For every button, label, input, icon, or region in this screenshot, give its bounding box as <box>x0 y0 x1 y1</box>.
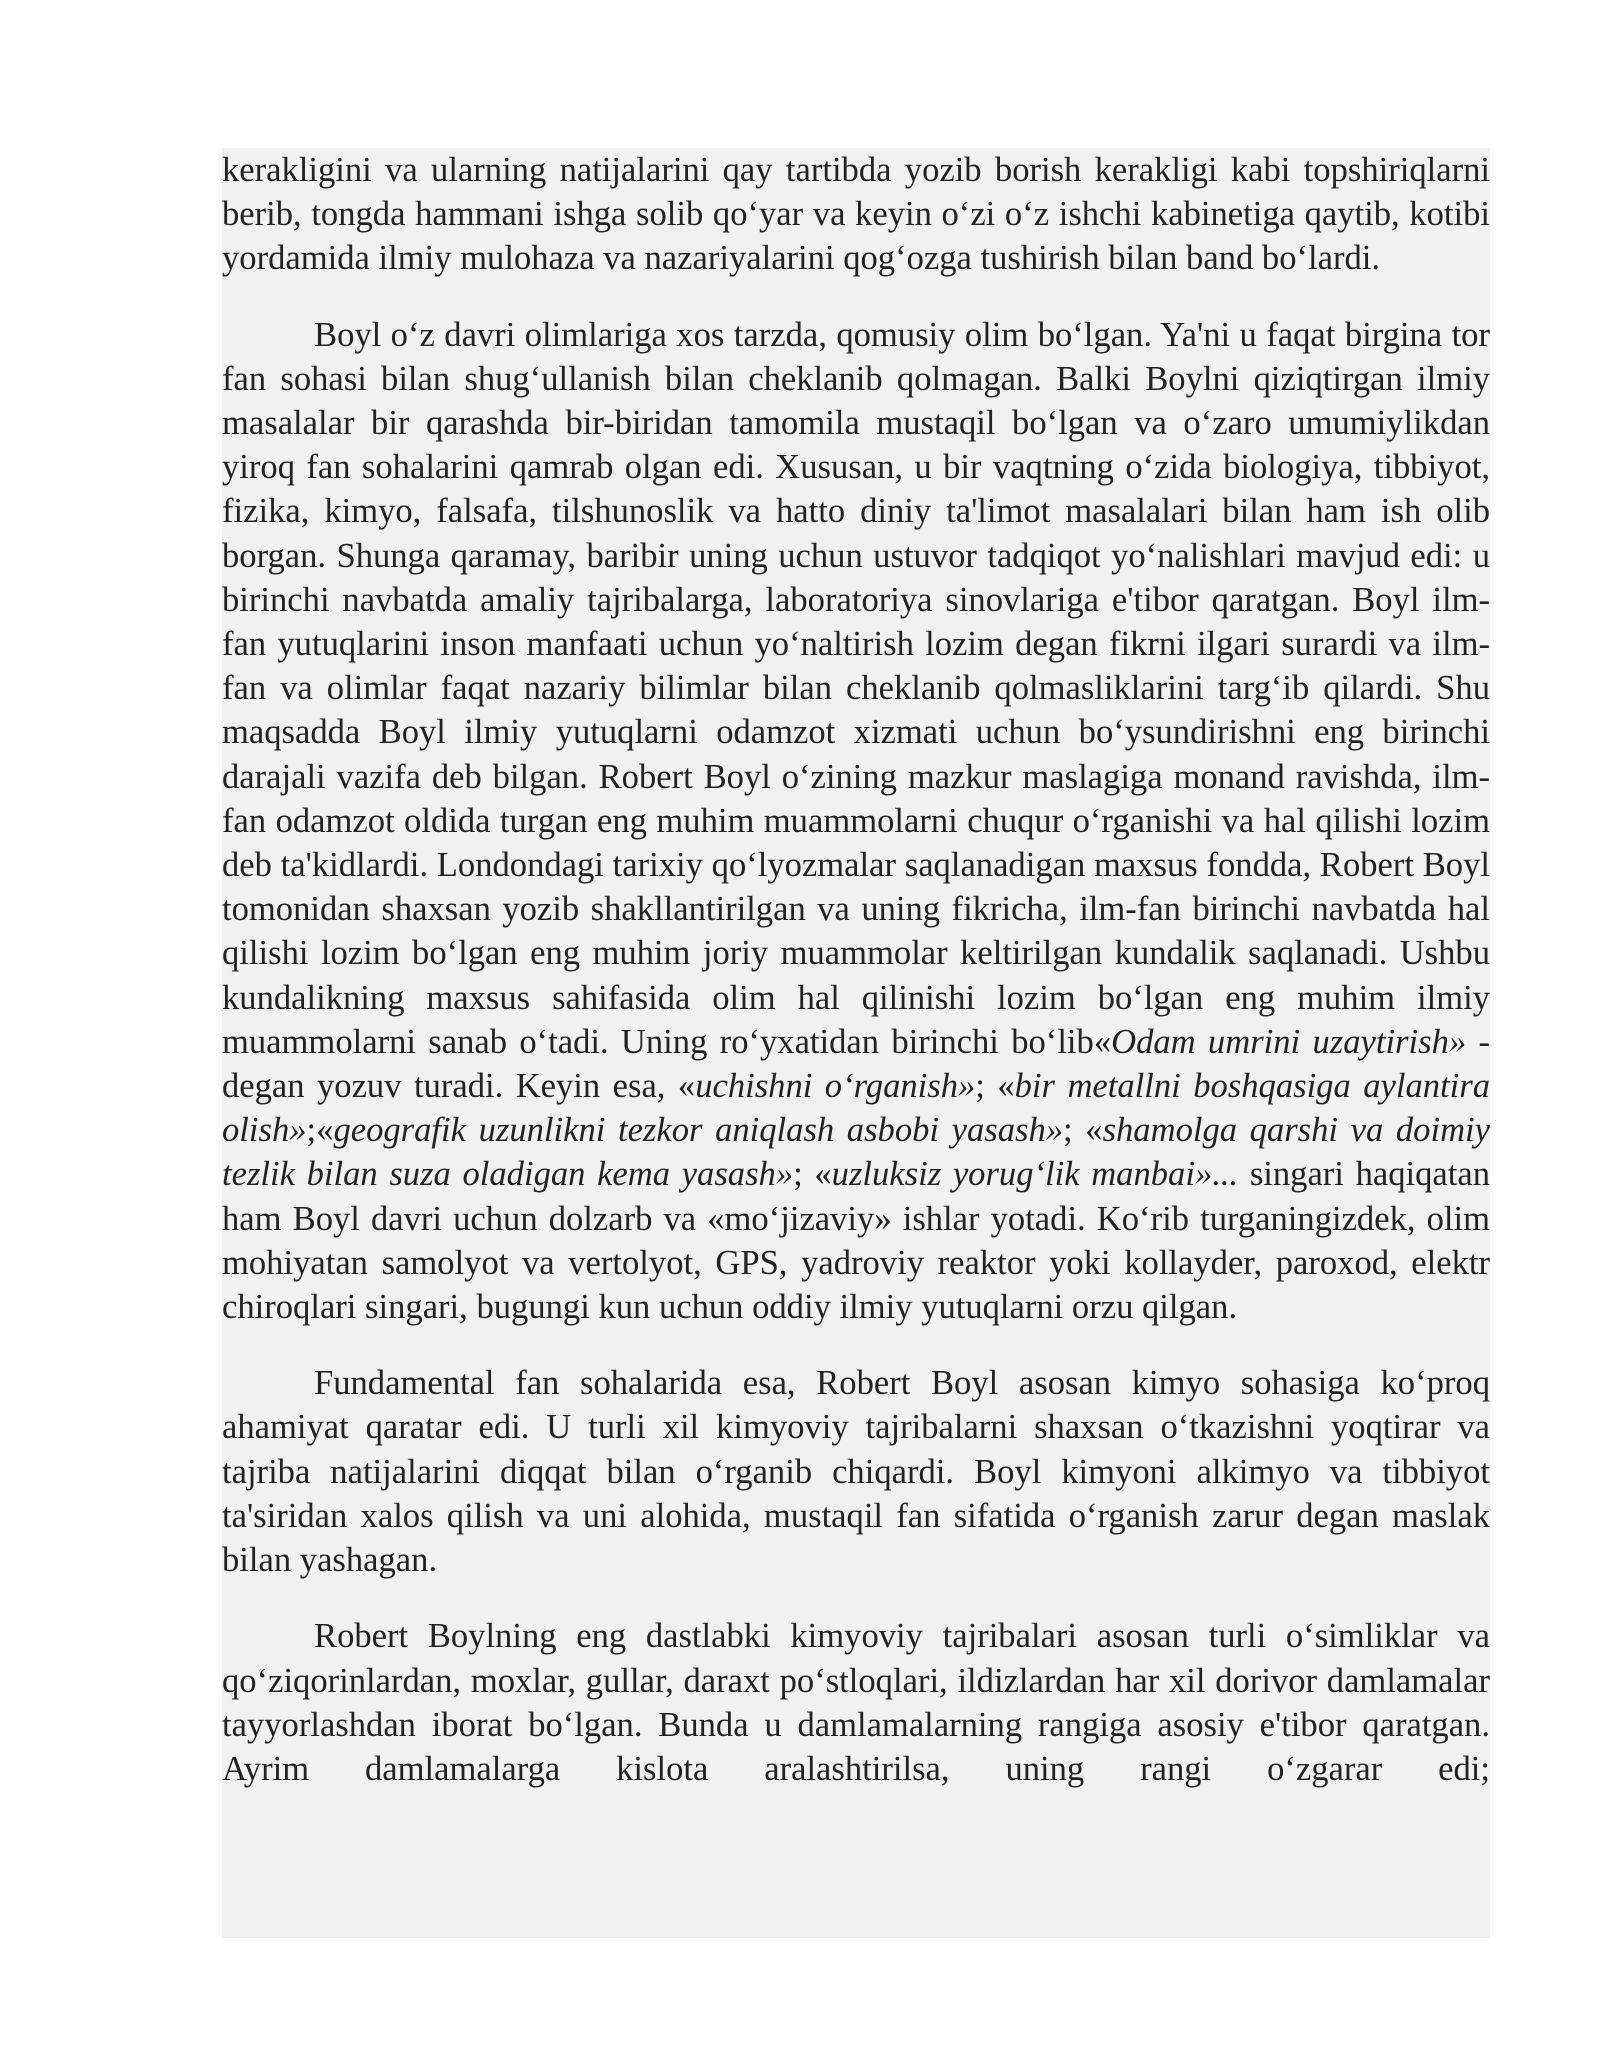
paragraph-2-italic-2: uchishni o‘rganish» <box>695 1067 976 1106</box>
paragraph-2-italic-4: geografik uzunlikni tezkor aniqlash asbobi yasash» <box>333 1111 1064 1150</box>
paragraph-2-italic-5: shamolga qarshi va doimiy tezlik bilan suza oladigan kema yasash» <box>222 1111 1490 1194</box>
paragraph-2-text-4: ;« <box>306 1111 334 1150</box>
paragraph-2-italic-3: bir metallni boshqasiga aylantira olish» <box>222 1067 1490 1150</box>
paragraph-2-italic-1: Odam umrini uzaytirish» <box>1111 1022 1467 1061</box>
document-body <box>222 148 1490 1791</box>
paragraph-2-text-2: - degan yozuv turadi. Keyin esa, « <box>222 1022 1490 1106</box>
paragraph-1: kerakligini va ularning natijalarini qay tartibda yozib borish kerakligi kabi topshiriqlarni berib, tongda hammani ishga solib qo‘yar va keyin o‘zi o‘z ishchi kabinetiga qaytib, kotibi yordamida ilmiy mulohaza va nazariyalarini qog‘ozga tushirish bilan band bo‘lardi. <box>222 151 1490 278</box>
paragraph-2-text-3: ; « <box>975 1067 1015 1106</box>
paragraph-2 <box>222 313 1490 1330</box>
paragraph-2-text-1: Boyl o‘z davri olimlariga xos tarzda, qomusiy olim bo‘lgan. Ya'ni u faqat birgina tor fan sohasi bilan shug‘ullanish bilan cheklanib qolmagan. Balki Boylni qiziqtirgan ilmiy masalalar bir qarashda bir-biridan tamomila mustaqil bo‘lgan va o‘zaro umumiylikdan yiroq fan sohalarini qamrab olgan edi. Xususan, u bir vaqtning o‘zida biologiya, tibbiyot, fizika, kimyo, falsafa, tilshunoslik va hatto diniy ta'limot masalalari bilan ham ish olib borgan. Shunga qaramay, baribir uning uchun ustuvor tadqiqot yo‘nalishlari mavjud edi: u birinchi navbatda amaliy tajribalarga, laboratoriya sinovlariga e'tibor qaratgan. Boyl ilm-fan yutuqlarini inson manfaati uchun yo‘naltirish lozim degan fikrni ilgari surardi va ilm-fan va olimlar faqat nazariy bilimlar bilan cheklanib qolmasliklarini targ‘ib qilardi. Shu maqsadda Boyl ilmiy yutuqlarni odamzot xizmati uchun bo‘ysundirishni eng birinchi darajali vazifa deb bilgan. Robert Boyl o‘zining mazkur maslagiga monand ravishda, ilm-fan odamzot oldida turgan eng muhim muammolarni chuqur o‘rganishi va hal qilishi lozim deb ta'kidlardi. Londondagi tarixiy qo‘lyozmalar saqlanadigan maxsus fondda, Robert Boyl tomonidan shaxsan yozib shakllantirilgan va uning fikricha, ilm-fan birinchi navbatda hal qilishi lozim bo‘lgan eng muhim joriy muammolar keltirilgan kundalik saqlanadi. Ushbu kundalikning maxsus sahifasida olim hal qilinishi lozim bo‘lgan eng muhim ilmiy muammolarni sanab o‘tadi. Uning ro‘yxatidan birinchi bo‘lib« <box>222 315 1490 1061</box>
paragraph-3: Fundamental fan sohalarida esa, Robert Boyl asosan kimyo sohasiga ko‘proq ahamiyat qaratar edi. U turli xil kimyoviy tajribalarni shaxsan o‘tkazishni yoqtirar va tajriba natijalarini diqqat bilan o‘rganib chiqardi. Boyl kimyoni alkimyo va tibbiyot ta'siridan xalos qilish va uni alohida, mustaqil fan sifatida o‘rganish zarur degan maslak bilan yashagan. <box>222 1364 1490 1580</box>
paragraph-2-text-7: singari haqiqatan ham Boyl davri uchun dolzarb va «mo‘jizaviy» ishlar yotadi. Ko‘rib turganingizdek, olim mohiyatan samolyot va vertolyot, GPS, yadroviy reaktor yoki kollayder, paroxod, elektr chiroqlari singari, bugungi kun uchun oddiy ilmiy yutuqlarni orzu qilgan. <box>222 1155 1490 1327</box>
paragraph-2-text-5: ; « <box>1063 1111 1103 1150</box>
paragraph-4: Robert Boylning eng dastlabki kimyoviy tajribalari asosan turli o‘simliklar va qo‘ziqorinlardan, moxlar, gullar, daraxt po‘stloqlari, ildizlardan har xil dorivor damlamalar tayyorlashdan iborat bo‘lgan. Bunda u damlamalarning rangiga asosiy e'tibor qaratgan. Ayrim damlamalarga kislota aralashtirilsa, uning rangi o‘zgarar edi; <box>222 1617 1490 1788</box>
paragraph-2-italic-6: uzluksiz yorug‘lik manbai»... <box>831 1155 1239 1194</box>
paragraph-2-text-6: ; « <box>793 1155 832 1194</box>
